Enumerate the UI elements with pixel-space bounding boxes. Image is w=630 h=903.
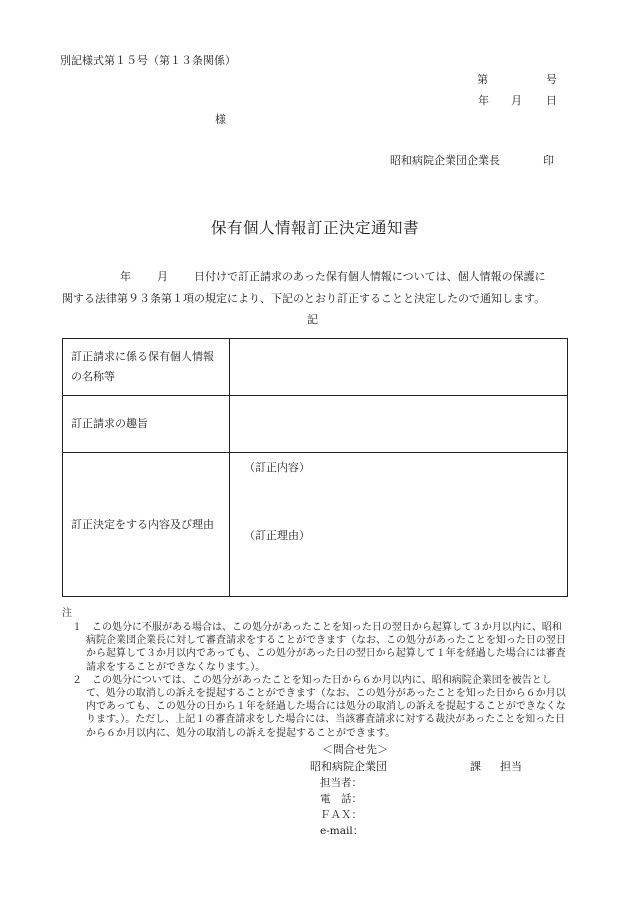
correction-reason-label: （訂正理由） [244, 529, 310, 542]
row-label-info-name: 訂正請求に係る保有個人情報の名称等 [63, 339, 230, 396]
issuer-name: 昭和病院企業団企業長 [390, 154, 500, 167]
body-year-label: 年 [120, 270, 131, 283]
note-item-2: ２ この処分については、この処分があったことを知った日から６か月以内に、昭和病院企業団を被告として、処分の取消しの訴えを提起することができます（なお、この処分があったことを知った日から６か月以内であっても、この処分の日から１年を経過した場合には処分の取消しの訴えを提起することができなくなります。）。ただし、上記１の審査請求をした場合には、当該審査請求に対する裁決があったことを知った日から６か月以内に、処分の取消しの訴えを提起することができます。 [72, 674, 566, 739]
notice-body-line2: 関する法律第９３条第１項の規定により、下記のとおり訂正することと決定したので通知します。 [62, 292, 546, 305]
recipient-suffix: 様 [215, 113, 226, 126]
document-number-prefix: 第 [477, 73, 488, 86]
contact-organization: 昭和病院企業団 [310, 760, 387, 773]
notice-body-line1 [62, 266, 568, 288]
date-month-label: 月 [511, 94, 522, 107]
row-value-info-name [230, 339, 568, 396]
row-value-request-purpose [230, 396, 568, 453]
contact-person-label: 担当者： [320, 777, 362, 789]
table-row [63, 396, 568, 453]
body-month-label: 月 [157, 270, 168, 283]
contact-heading: ＜問合せ先＞ [322, 743, 388, 756]
note-item-1: １ この処分に不服がある場合は、この処分があったことを知った日の翌日から起算して３か月以内に、昭和病院企業団企業長に対して審査請求をすることができます（なお、この処分があったことを知った日の翌日から起算して３か月以内であっても、この処分があった日の翌日から起算して１年を経過した場合には審査請求をすることができなくなります。）。 [72, 622, 566, 673]
date-year-label: 年 [478, 94, 489, 107]
notes-label: 注 [62, 608, 72, 619]
table-row [63, 339, 568, 396]
row-label-decision-content: 訂正決定をする内容及び理由 [63, 453, 230, 597]
seal-mark: 印 [543, 154, 554, 167]
document-title: 保有個人情報訂正決定通知書 [210, 219, 419, 237]
contact-email-label: e-mail： [320, 825, 364, 837]
body-line1-text: 日付けで訂正請求のあった保有個人情報については、個人情報の保護に [194, 270, 546, 283]
contact-person-suffix: 担当 [500, 760, 522, 773]
table-row [63, 453, 568, 597]
notes-list [72, 621, 570, 740]
contact-fax-label: ＦＡＸ： [320, 809, 362, 821]
contact-section-label: 課 [470, 760, 481, 773]
notice-body [62, 266, 568, 310]
date-day-label: 日 [546, 94, 557, 107]
row-label-request-purpose: 訂正請求の趣旨 [63, 396, 230, 453]
row-value-decision-content [230, 453, 568, 597]
ki-heading: 記 [307, 313, 318, 326]
correction-content-label: （訂正内容） [244, 461, 310, 474]
contact-phone-label: 電 話： [320, 793, 362, 805]
decision-table [62, 338, 568, 597]
form-number: 別記様式第１５号（第１３条関係） [60, 54, 236, 67]
document-number-suffix: 号 [546, 73, 557, 86]
